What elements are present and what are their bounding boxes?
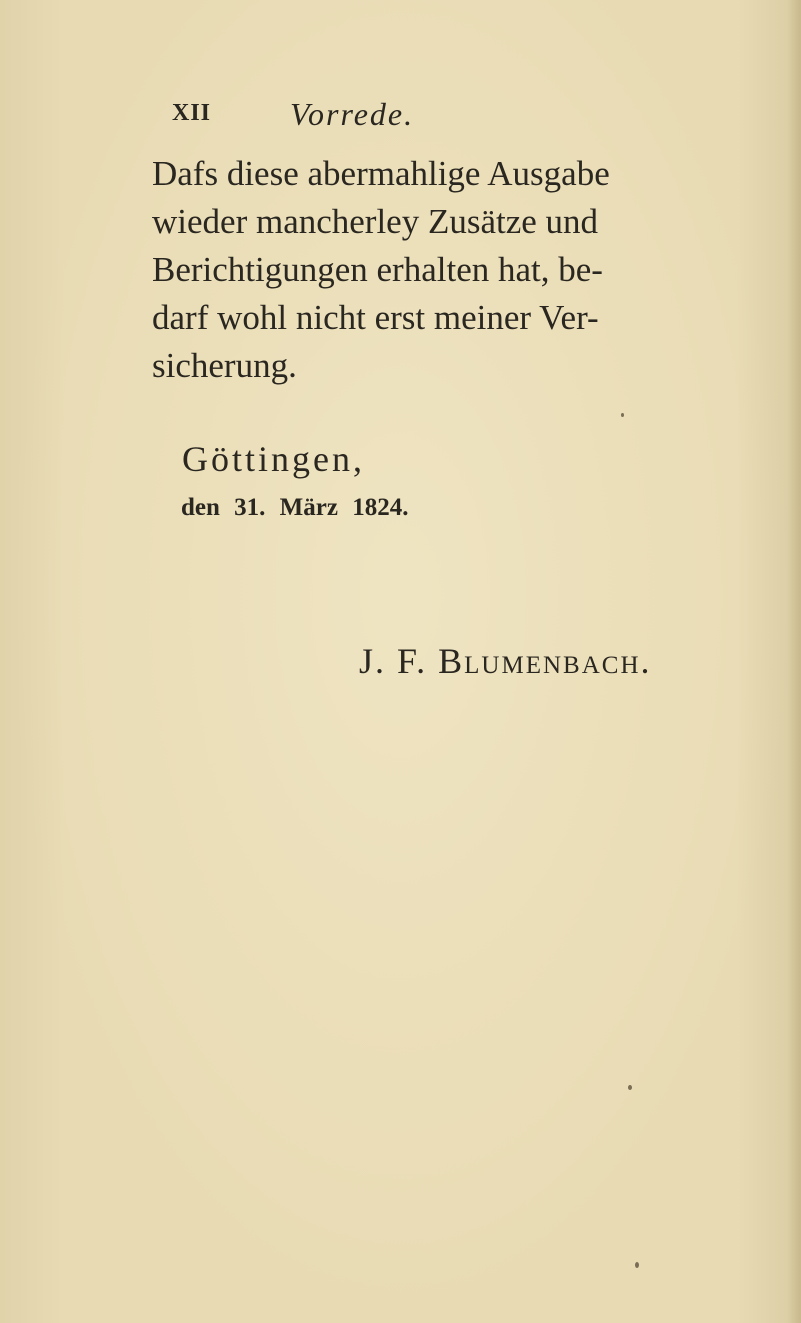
paragraph-line: darf wohl nicht erst meiner Ver- — [152, 298, 599, 337]
paper-speck — [621, 413, 624, 417]
page-edge-shadow — [787, 0, 801, 1323]
paragraph-line: Dafs diese abermahlige Ausgabe — [152, 154, 610, 193]
paragraph-line: Berichtigungen erhalten hat, be- — [152, 250, 603, 289]
page-number: XII — [172, 100, 212, 126]
paragraph-line: wieder mancherley Zusätze und — [152, 202, 599, 241]
paragraph-line: sicherung. — [152, 346, 297, 385]
paper-speck — [635, 1262, 639, 1268]
paper-speck — [628, 1085, 632, 1090]
preface-paragraph — [152, 150, 672, 390]
page-header — [172, 96, 592, 136]
dateline-date: den 31. März 1824. — [181, 494, 409, 521]
running-head: Vorrede. — [290, 96, 415, 132]
author-signature: J. F. Blumenbach. — [359, 641, 652, 681]
dateline-place: Göttingen, — [182, 439, 365, 479]
